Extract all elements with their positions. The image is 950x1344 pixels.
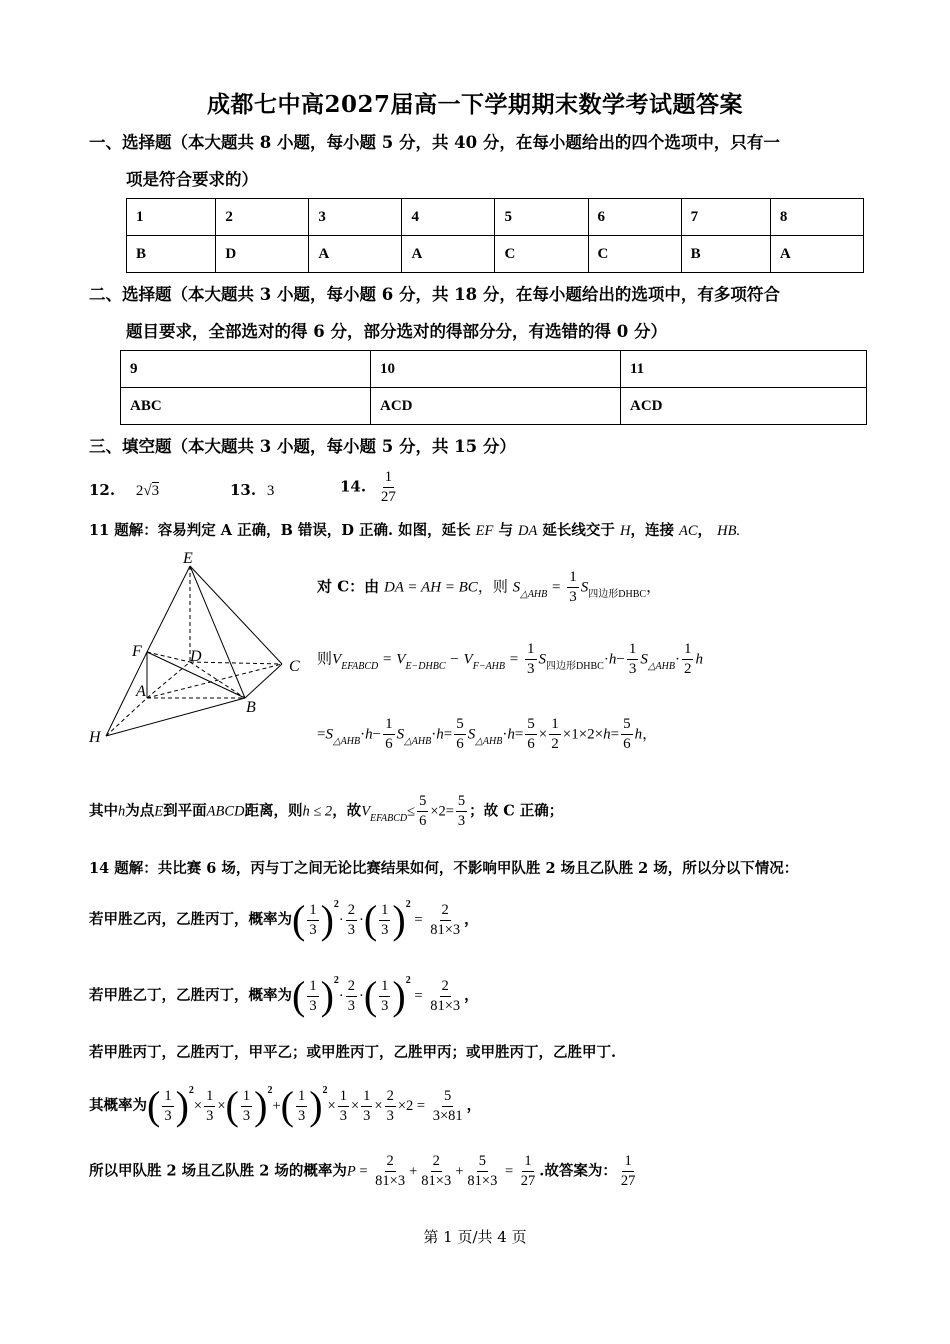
page-footer: 第 1 页/共 4 页 bbox=[423, 1228, 527, 1246]
table-row bbox=[121, 351, 867, 388]
section1-heading-cont: 项是符合要求的） bbox=[126, 170, 258, 189]
table-cell: B bbox=[681, 236, 770, 273]
section3-heading: 三、填空题（本大题共 3 小题，每小题 5 分，共 15 分） bbox=[89, 437, 516, 456]
q12-coef: 2 bbox=[135, 483, 144, 499]
vertex-label-d: D bbox=[190, 648, 202, 665]
table-cell: A bbox=[309, 236, 402, 273]
edge-ef bbox=[147, 566, 190, 652]
edge-ac-hidden bbox=[147, 664, 282, 698]
edge-eb bbox=[190, 566, 245, 698]
table-row bbox=[127, 236, 864, 273]
table-cell: C bbox=[495, 236, 588, 273]
table-row bbox=[127, 199, 864, 236]
table-cell: A bbox=[402, 236, 495, 273]
page-title: 成都七中高2027届高一下学期期末数学考试题答案 bbox=[206, 91, 743, 118]
table-cell: B bbox=[127, 236, 216, 273]
sol14-case3-prob: 其概率为( $\frac{1}{3}$ )$^2$× $\frac{1}{3}$ ×( $\frac{1}{3}$ )$^2$+( $\frac{1}{3}$ )$^2$× $\frac{1}{3}$ × $\frac{1}{3}$ × $\frac{2}{3}$ ×2 = $\frac{5}{3\times 81}$ ， bbox=[89, 1083, 482, 1128]
edge-fd-hidden bbox=[147, 652, 190, 662]
section2-heading-cont: 题目要求，全部选对的得 6 分，部分选对的得部分分，有选错的得 0 分） bbox=[126, 322, 667, 341]
table-cell: A bbox=[770, 236, 863, 273]
section2-answer-table bbox=[120, 350, 867, 425]
table-row bbox=[121, 388, 867, 425]
table-cell: 11 bbox=[621, 351, 867, 388]
sol11-intro: 11 题解：容易判定 A 正确，B 错误，D 正确. 如图，延长 EF 与 DA 延长线交于 H，连接 AC， HB. bbox=[89, 522, 741, 539]
edge-dc-hidden bbox=[190, 662, 282, 664]
sol11-line-c: 对 C：由 DA = AH = BC，则 $S_{\triangle AHB}$ = $\frac{1}{3}$ $S_{四边形DHBC}$， bbox=[317, 569, 662, 605]
table-cell: 10 bbox=[371, 351, 621, 388]
table-cell: D bbox=[216, 236, 309, 273]
vertex-label-c: C bbox=[289, 658, 300, 675]
table-cell: C bbox=[588, 236, 681, 273]
sol14-intro: 14 题解：共比赛 6 场，丙与丁之间无论比赛结果如何，不影响甲队胜 2 场且乙队胜 2 场，所以分以下情况： bbox=[89, 860, 799, 877]
q12-radicand: 3 bbox=[151, 483, 160, 499]
edge-ec bbox=[190, 566, 282, 664]
table-cell: 4 bbox=[402, 199, 495, 236]
q14-label: 14. bbox=[340, 477, 367, 496]
section1-heading: 一、选择题（本大题共 8 小题，每小题 5 分，共 40 分，在每小题给出的四个选项中，只有一 bbox=[89, 133, 780, 152]
table-cell: 5 bbox=[495, 199, 588, 236]
table-cell: 6 bbox=[588, 199, 681, 236]
section1-answer-table bbox=[126, 198, 864, 273]
table-cell: 9 bbox=[121, 351, 371, 388]
vertex-label-f: F bbox=[132, 643, 142, 660]
sqrt-sign: √ bbox=[143, 483, 152, 499]
sol14-case1: 若甲胜乙丙，乙胜丙丁，概率为( $\frac{1}{3}$ )$^2$· $\frac{2}{3}$ ·( $\frac{1}{3}$ )$^2$ = $\frac{2}{81\times 3}$ ， bbox=[89, 897, 479, 942]
section2-heading: 二、选择题（本大题共 3 小题，每小题 6 分，共 18 分，在每小题给出的选项中，有多项符合 bbox=[89, 285, 780, 304]
table-cell: 3 bbox=[309, 199, 402, 236]
q13-value: 3 bbox=[266, 483, 275, 499]
vertex-label-e: E bbox=[183, 550, 193, 567]
q13-label: 13. bbox=[230, 481, 257, 499]
table-cell: 1 bbox=[127, 199, 216, 236]
sol11-note: 其中h为点E到平面ABCD距离，则h ≤ 2，故$V_{EFABCD}\le$ $\frac{5}{6}$ ×2= $\frac{5}{3}$ ；故 C 正确； bbox=[89, 793, 564, 829]
sol14-case3: 若甲胜丙丁，乙胜丙丁，甲平乙；或甲胜丙丁，乙胜甲丙；或甲胜丙丁，乙胜甲丁. bbox=[89, 1044, 617, 1061]
vertex-label-h: H bbox=[89, 729, 101, 746]
sol11-volume-line2: $=S_{\triangle AHB}\cdot h-$ $\frac{1}{6}$ $S_{\triangle AHB}\cdot h=$ $\frac{5}{6}$ $S_{\triangle AHB}\cdot h=$ $\frac{5}{6}$ × $\frac{1}{2}$ ×1×2×h= $\frac{5}{6}$ h， bbox=[317, 716, 658, 752]
pyramid-figure bbox=[84, 548, 309, 748]
vertex-label-a: A bbox=[136, 683, 146, 700]
vertex-label-b: B bbox=[246, 699, 256, 716]
sol11-volume-line1: 则$V_{EFABCD} = V_{E-DHBC} - V_{F-AHB}$ = $\frac{1}{3}$ $S_{四边形DHBC}\cdot h-$ $\frac{1}{3}$ $S_{\triangle AHB}\cdot$ $\frac{1}{2}$ h bbox=[317, 641, 703, 677]
q14-fraction: $\frac{1}{27}$ bbox=[380, 469, 396, 505]
table-cell: ACD bbox=[371, 388, 621, 425]
table-cell: ACD bbox=[621, 388, 867, 425]
table-cell: 2 bbox=[216, 199, 309, 236]
answer-12 bbox=[89, 479, 159, 502]
answer-14 bbox=[340, 468, 400, 507]
sol14-final: 所以甲队胜 2 场且乙队胜 2 场的概率为P = $\frac{2}{81\times 3}$ + $\frac{2}{81\times 3}$ + $\frac{5}{81\times 3}$ = $\frac{1}{27}$ .故答案为： $\frac{1}{27}$ bbox=[89, 1153, 636, 1189]
answer-13 bbox=[230, 479, 274, 502]
q12-label: 12. bbox=[89, 481, 116, 499]
sol14-case2: 若甲胜乙丁，乙胜丙丁，概率为( $\frac{1}{3}$ )$^2$· $\frac{2}{3}$ ·( $\frac{1}{3}$ )$^2$ = $\frac{2}{81\times 3}$ ， bbox=[89, 973, 479, 1018]
table-cell: 7 bbox=[681, 199, 770, 236]
table-cell: ABC bbox=[121, 388, 371, 425]
table-cell: 8 bbox=[770, 199, 863, 236]
